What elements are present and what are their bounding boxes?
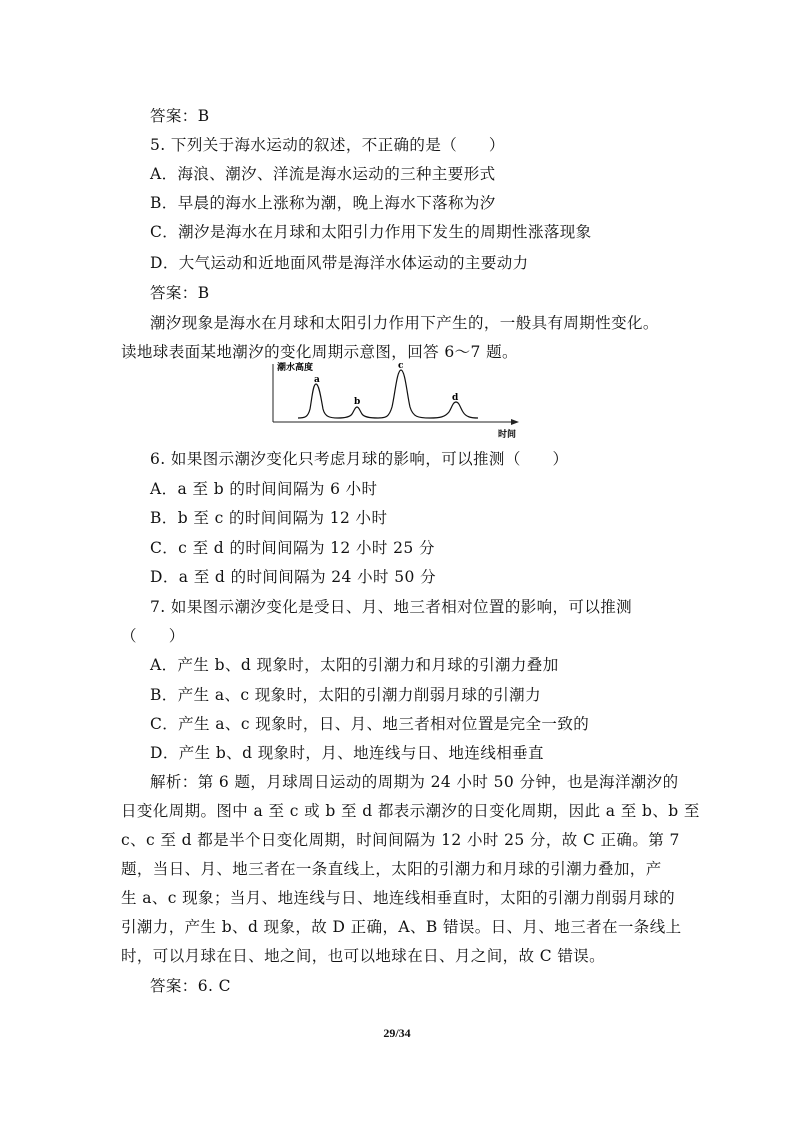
x-axis-arrow-icon	[511, 419, 519, 425]
question-5-stem: 5. 下列关于海水运动的叙述，不正确的是（ ）	[150, 136, 505, 154]
question-7-option-b: B．产生 a、c 现象时，太阳的引潮力削弱月球的引潮力	[150, 686, 541, 704]
answer-line: 答案：B	[150, 284, 210, 302]
question-5-option-b: B．早晨的海水上涨称为潮，晚上海水下落称为汐	[150, 194, 496, 212]
question-7-stem: 7. 如果图示潮汐变化是受日、月、地三者相对位置的影响，可以推测	[150, 598, 633, 616]
analysis-line: 生 a、c 现象；当月、地连线与日、地连线相垂直时，太阳的引潮力削弱月球的	[121, 889, 676, 907]
analysis-line: 题，当日、月、地三者在一条直线上，太阳的引潮力和月球的引潮力叠加，产	[121, 860, 662, 878]
analysis-line: 时，可以月球在日、地之间，也可以地球在日、月之间，故 C 错误。	[121, 947, 606, 965]
analysis-line: 解析：第 6 题，月球周日运动的周期为 24 小时 50 分钟，也是海洋潮汐的	[150, 773, 679, 791]
question-5-option-a: A．海浪、潮汐、洋流是海水运动的三种主要形式	[150, 165, 496, 183]
question-7-stem-cont: （ ）	[121, 627, 185, 645]
peak-label-b: b	[354, 397, 361, 407]
question-6-option-c: C．c 至 d 的时间间隔为 12 小时 25 分	[150, 539, 435, 557]
x-axis-label: 时间	[498, 430, 517, 440]
analysis-line: c、c 至 d 都是半个日变化周期，时间间隔为 12 小时 25 分，故 C 正确。第 7	[121, 831, 680, 849]
analysis-line: 引潮力，产生 b、d 现象，故 D 正确，A、B 错误。日、月、地三者在一条线上	[121, 918, 682, 936]
question-7-option-c: C．产生 a、c 现象时，日、月、地三者相对位置是完全一致的	[150, 715, 590, 733]
analysis-line: 日变化周期。图中 a 至 c 或 b 至 d 都表示潮汐的日变化周期，因此 a 至 b、b 至	[121, 802, 700, 820]
question-6-option-a: A．a 至 b 的时间间隔为 6 小时	[150, 480, 378, 498]
tide-cycle-svg	[268, 362, 528, 442]
question-7-option-d: D．产生 b、d 现象时，月、地连线与日、地连线相垂直	[150, 744, 544, 762]
passage-line: 读地球表面某地潮汐的变化周期示意图，回答 6～7 题。	[121, 343, 518, 361]
question-7-option-a: A．产生 b、d 现象时，太阳的引潮力和月球的引潮力叠加	[150, 656, 559, 674]
question-6-option-d: D．a 至 d 的时间间隔为 24 小时 50 分	[150, 568, 437, 586]
question-5-option-c: C．潮汐是海水在月球和太阳引力作用下发生的周期性涨落现象	[150, 223, 592, 241]
question-5-option-d: D．大气运动和近地面风带是海洋水体运动的主要动力	[150, 254, 529, 272]
tide-cycle-figure	[268, 362, 528, 442]
peak-label-a: a	[314, 375, 320, 385]
passage-line: 潮汐现象是海水在月球和太阳引力作用下产生的，一般具有周期性变化。	[150, 314, 659, 332]
y-axis-label: 潮水高度	[277, 363, 314, 373]
answer-line: 答案：6. C	[150, 977, 231, 995]
question-6-option-b: B．b 至 c 的时间间隔为 12 小时	[150, 509, 388, 527]
question-6-stem: 6. 如果图示潮汐变化只考虑月球的影响，可以推测（ ）	[150, 450, 569, 468]
tide-curve	[298, 370, 478, 418]
answer-line: 答案：B	[150, 107, 210, 125]
page-number: 29/34	[383, 1026, 411, 1040]
peak-label-c: c	[398, 362, 404, 371]
peak-label-d: d	[452, 393, 459, 403]
